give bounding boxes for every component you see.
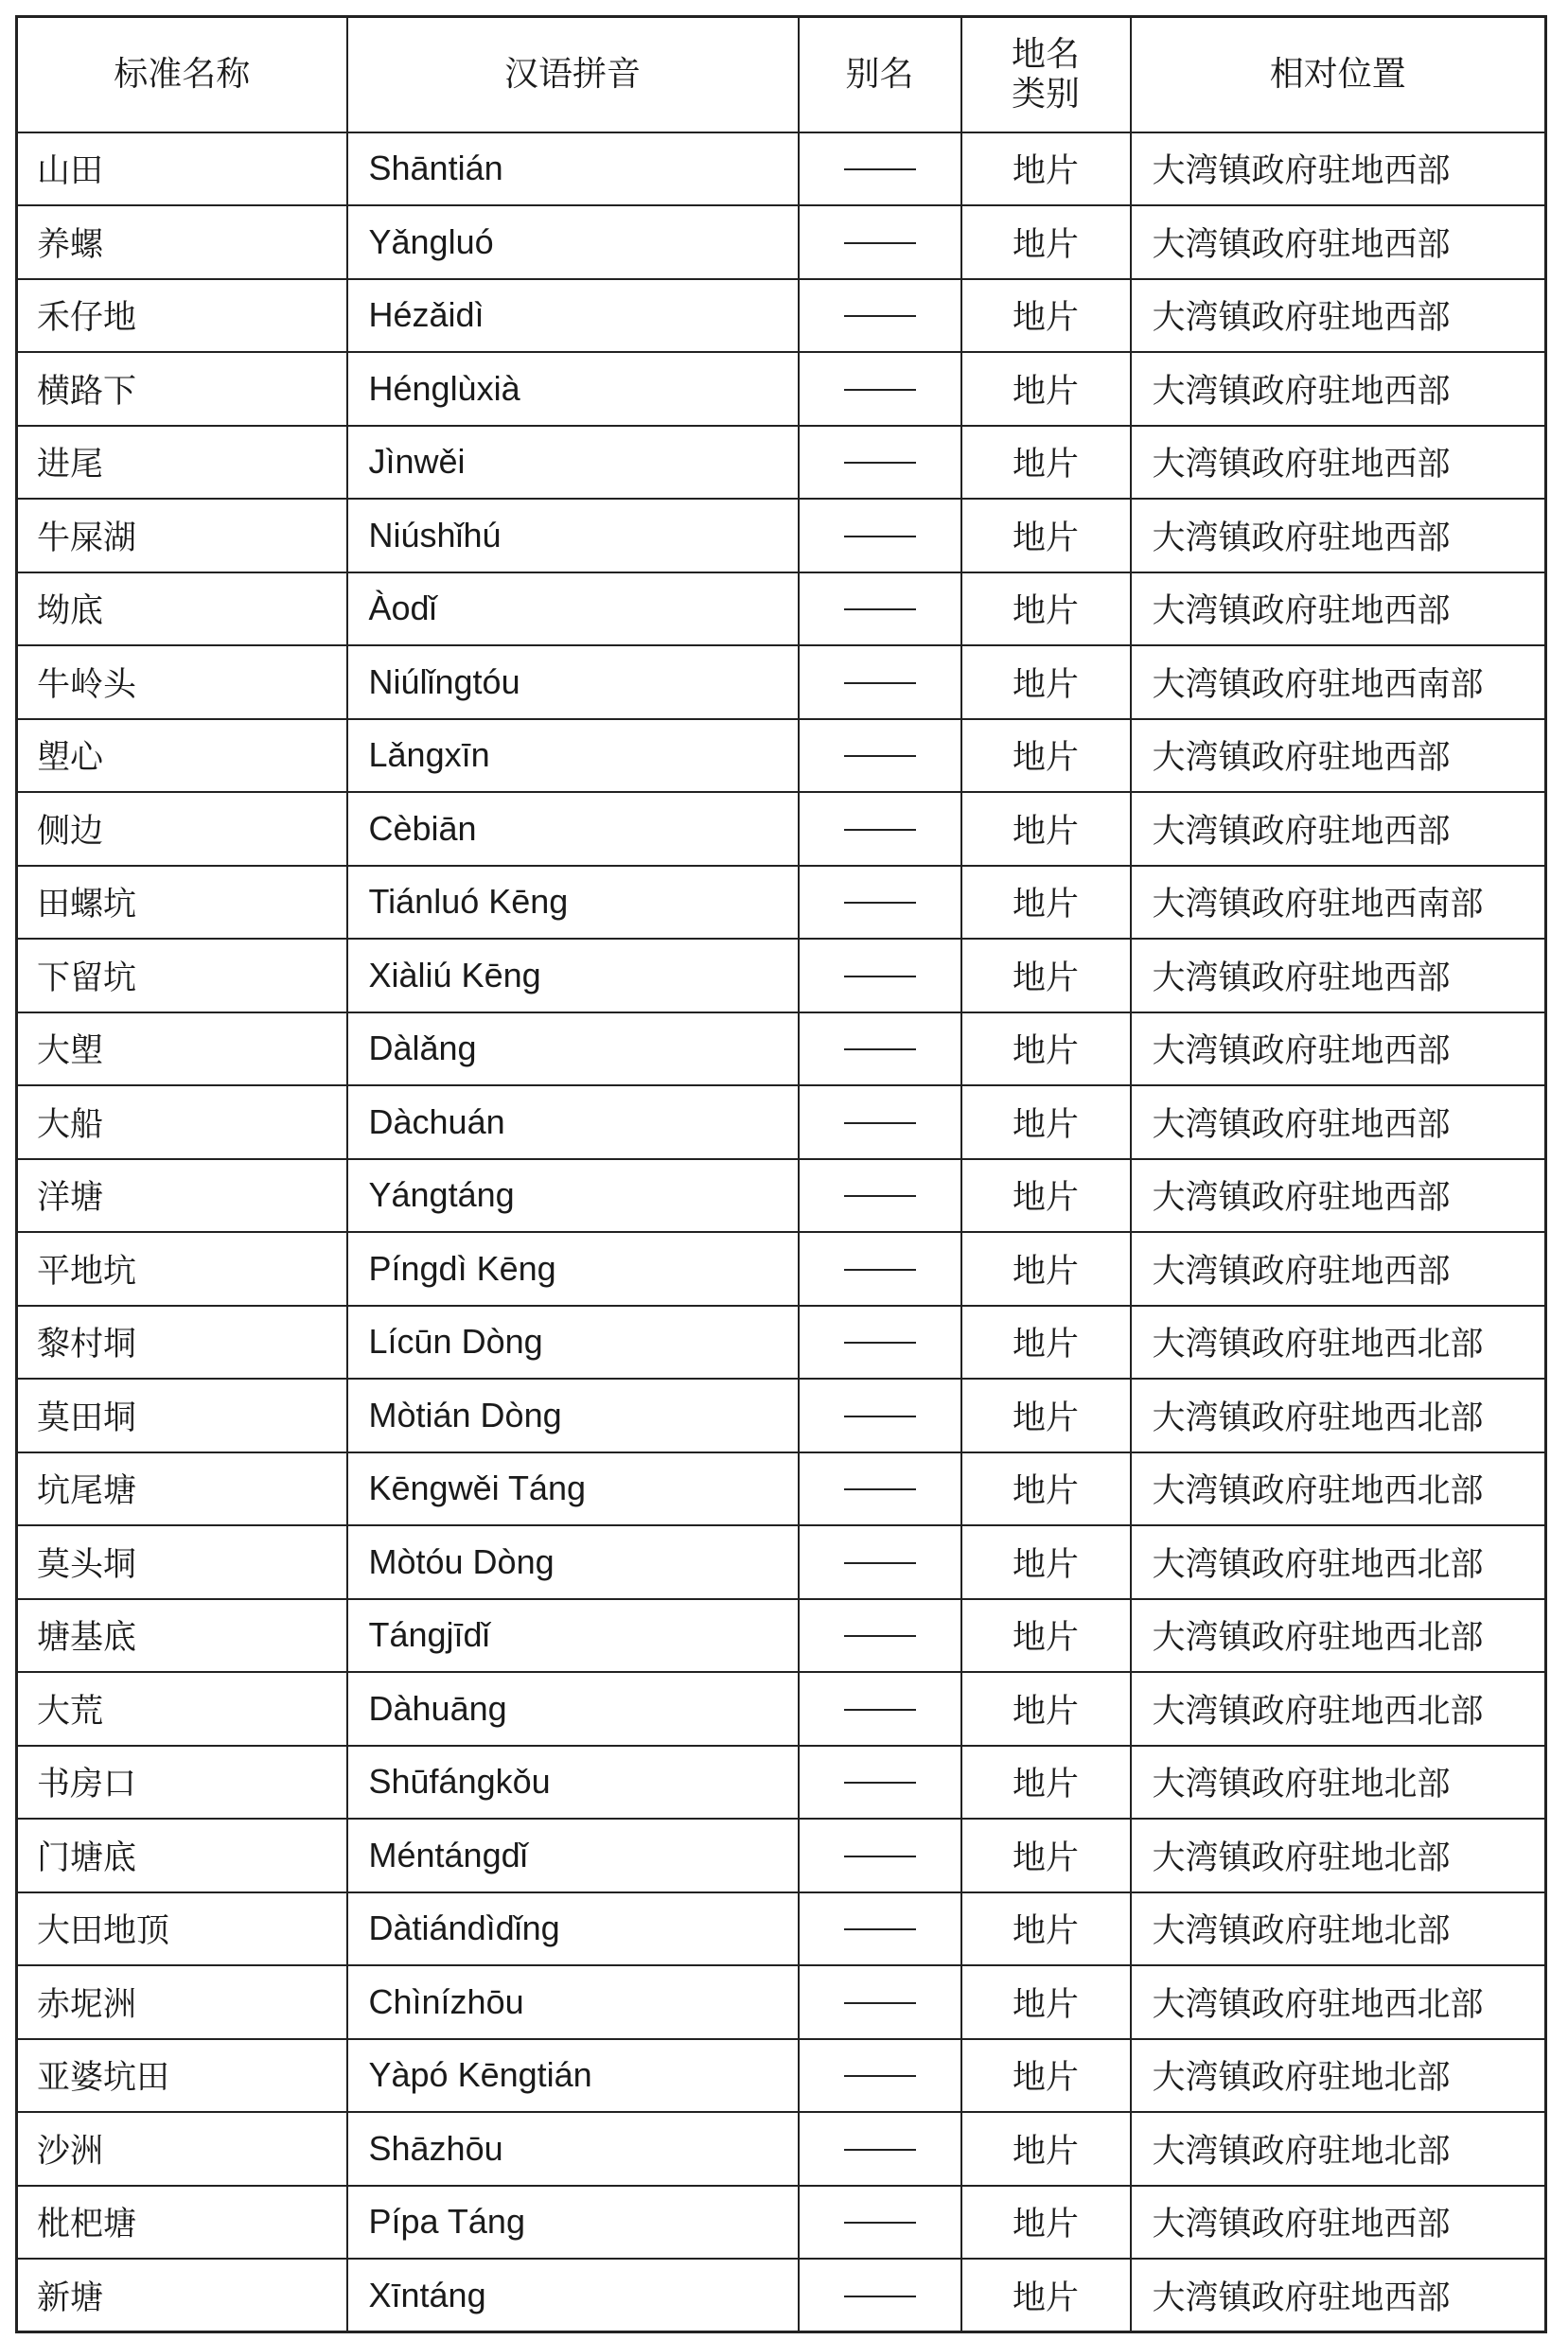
alias-dash xyxy=(844,1928,916,1930)
cell-place-type: 地片 xyxy=(961,1746,1131,1820)
table-row xyxy=(17,205,1546,279)
cell-place-type: 地片 xyxy=(961,205,1131,279)
alias-dash xyxy=(844,2296,916,2297)
cell-standard-name: 牛屎湖 xyxy=(17,499,347,572)
cell-pinyin: Tángjīdǐ xyxy=(347,1599,799,1673)
cell-relative-location: 大湾镇政府驻地西部 xyxy=(1131,499,1546,572)
cell-alias xyxy=(799,1085,961,1159)
alias-dash xyxy=(844,2149,916,2151)
header-place-type-line2: 类别 xyxy=(1011,74,1080,114)
cell-relative-location: 大湾镇政府驻地西部 xyxy=(1131,1159,1546,1233)
cell-relative-location: 大湾镇政府驻地西部 xyxy=(1131,1232,1546,1306)
cell-alias xyxy=(799,1525,961,1599)
cell-pinyin: Dàhuāng xyxy=(347,1672,799,1746)
cell-place-type: 地片 xyxy=(961,1379,1131,1452)
cell-standard-name: 大田地顶 xyxy=(17,1892,347,1966)
cell-standard-name: 坑尾塘 xyxy=(17,1452,347,1526)
cell-pinyin: Shūfángkǒu xyxy=(347,1746,799,1820)
cell-relative-location: 大湾镇政府驻地北部 xyxy=(1131,2112,1546,2186)
table-row xyxy=(17,132,1546,206)
cell-standard-name: 下留坑 xyxy=(17,939,347,1012)
table-row xyxy=(17,1452,1546,1526)
cell-alias xyxy=(799,1379,961,1452)
cell-alias xyxy=(799,2259,961,2332)
place-name-table-container xyxy=(15,15,1544,2333)
header-pinyin: 汉语拼音 xyxy=(347,17,799,132)
cell-relative-location: 大湾镇政府驻地西部 xyxy=(1131,132,1546,206)
cell-pinyin: Mòtóu Dòng xyxy=(347,1525,799,1599)
cell-standard-name: 侧边 xyxy=(17,792,347,866)
table-row xyxy=(17,2039,1546,2113)
cell-alias xyxy=(799,792,961,866)
alias-dash xyxy=(844,1195,916,1197)
cell-alias xyxy=(799,1599,961,1673)
cell-pinyin: Lǎngxīn xyxy=(347,719,799,793)
cell-standard-name: 门塘底 xyxy=(17,1819,347,1892)
cell-place-type: 地片 xyxy=(961,1819,1131,1892)
cell-standard-name: 新塘 xyxy=(17,2259,347,2332)
table-row xyxy=(17,1892,1546,1966)
cell-pinyin: Tiánluó Kēng xyxy=(347,866,799,940)
cell-alias xyxy=(799,866,961,940)
alias-dash xyxy=(844,1342,916,1344)
cell-pinyin: Hénglùxià xyxy=(347,352,799,426)
table-row xyxy=(17,352,1546,426)
cell-place-type: 地片 xyxy=(961,1012,1131,1086)
cell-pinyin: Pípa Táng xyxy=(347,2186,799,2260)
cell-place-type: 地片 xyxy=(961,1965,1131,2039)
alias-dash xyxy=(844,2222,916,2224)
cell-place-type: 地片 xyxy=(961,1892,1131,1966)
cell-place-type: 地片 xyxy=(961,279,1131,353)
cell-relative-location: 大湾镇政府驻地西部 xyxy=(1131,719,1546,793)
cell-pinyin: Kēngwěi Táng xyxy=(347,1452,799,1526)
cell-standard-name: 洋塘 xyxy=(17,1159,347,1233)
cell-place-type: 地片 xyxy=(961,1085,1131,1159)
cell-relative-location: 大湾镇政府驻地西北部 xyxy=(1131,1599,1546,1673)
table-row xyxy=(17,719,1546,793)
cell-alias xyxy=(799,1965,961,2039)
cell-place-type: 地片 xyxy=(961,1159,1131,1233)
header-standard-name: 标准名称 xyxy=(17,17,347,132)
alias-dash xyxy=(844,536,916,537)
cell-relative-location: 大湾镇政府驻地西部 xyxy=(1131,1012,1546,1086)
cell-place-type: 地片 xyxy=(961,1525,1131,1599)
alias-dash xyxy=(844,682,916,684)
cell-standard-name: 莫头垌 xyxy=(17,1525,347,1599)
alias-dash xyxy=(844,1856,916,1857)
cell-standard-name: 田螺坑 xyxy=(17,866,347,940)
alias-dash xyxy=(844,1488,916,1490)
table-row xyxy=(17,499,1546,572)
cell-pinyin: Méntángdǐ xyxy=(347,1819,799,1892)
cell-relative-location: 大湾镇政府驻地北部 xyxy=(1131,1892,1546,1966)
cell-standard-name: 禾仔地 xyxy=(17,279,347,353)
cell-alias xyxy=(799,1232,961,1306)
table-row xyxy=(17,1159,1546,1233)
alias-dash xyxy=(844,242,916,244)
table-row xyxy=(17,1599,1546,1673)
alias-dash xyxy=(844,2075,916,2077)
cell-place-type: 地片 xyxy=(961,792,1131,866)
alias-dash xyxy=(844,1122,916,1124)
cell-place-type: 地片 xyxy=(961,939,1131,1012)
alias-dash xyxy=(844,1562,916,1564)
table-row xyxy=(17,1672,1546,1746)
cell-standard-name: 坳底 xyxy=(17,572,347,646)
cell-standard-name: 塘基底 xyxy=(17,1599,347,1673)
cell-pinyin: Lícūn Dòng xyxy=(347,1306,799,1380)
cell-alias xyxy=(799,352,961,426)
alias-dash xyxy=(844,2002,916,2004)
cell-relative-location: 大湾镇政府驻地北部 xyxy=(1131,1746,1546,1820)
cell-place-type: 地片 xyxy=(961,352,1131,426)
cell-relative-location: 大湾镇政府驻地西部 xyxy=(1131,1085,1546,1159)
cell-alias xyxy=(799,2186,961,2260)
alias-dash xyxy=(844,1048,916,1050)
table-body xyxy=(17,132,1546,2332)
cell-relative-location: 大湾镇政府驻地西部 xyxy=(1131,352,1546,426)
table-row xyxy=(17,1965,1546,2039)
cell-pinyin: Jìnwěi xyxy=(347,426,799,500)
cell-place-type: 地片 xyxy=(961,2039,1131,2113)
cell-standard-name: 书房口 xyxy=(17,1746,347,1820)
cell-alias xyxy=(799,1159,961,1233)
cell-standard-name: 进尾 xyxy=(17,426,347,500)
cell-relative-location: 大湾镇政府驻地北部 xyxy=(1131,1819,1546,1892)
cell-pinyin: Yǎngluó xyxy=(347,205,799,279)
cell-pinyin: Yàpó Kēngtián xyxy=(347,2039,799,2113)
table-header-row xyxy=(17,17,1546,132)
cell-place-type: 地片 xyxy=(961,2112,1131,2186)
cell-standard-name: 亚婆坑田 xyxy=(17,2039,347,2113)
table-row xyxy=(17,1232,1546,1306)
cell-relative-location: 大湾镇政府驻地西北部 xyxy=(1131,1452,1546,1526)
table-row xyxy=(17,1012,1546,1086)
cell-relative-location: 大湾镇政府驻地西部 xyxy=(1131,426,1546,500)
table-row xyxy=(17,1819,1546,1892)
table-row xyxy=(17,572,1546,646)
place-name-table xyxy=(15,15,1547,2333)
cell-alias xyxy=(799,426,961,500)
cell-pinyin: Shāntián xyxy=(347,132,799,206)
cell-place-type: 地片 xyxy=(961,1452,1131,1526)
cell-standard-name: 大塱 xyxy=(17,1012,347,1086)
cell-alias xyxy=(799,719,961,793)
cell-place-type: 地片 xyxy=(961,1306,1131,1380)
alias-dash xyxy=(844,902,916,904)
cell-relative-location: 大湾镇政府驻地西北部 xyxy=(1131,1306,1546,1380)
cell-relative-location: 大湾镇政府驻地西北部 xyxy=(1131,1379,1546,1452)
cell-place-type: 地片 xyxy=(961,1232,1131,1306)
cell-alias xyxy=(799,279,961,353)
alias-dash xyxy=(844,1635,916,1637)
cell-alias xyxy=(799,2039,961,2113)
table-row xyxy=(17,279,1546,353)
cell-alias xyxy=(799,939,961,1012)
cell-relative-location: 大湾镇政府驻地西部 xyxy=(1131,205,1546,279)
cell-place-type: 地片 xyxy=(961,1672,1131,1746)
table-row xyxy=(17,1525,1546,1599)
cell-relative-location: 大湾镇政府驻地西部 xyxy=(1131,572,1546,646)
cell-alias xyxy=(799,645,961,719)
cell-alias xyxy=(799,1452,961,1526)
header-place-type xyxy=(961,17,1131,132)
cell-pinyin: Cèbiān xyxy=(347,792,799,866)
header-place-type-line1: 地名 xyxy=(1011,34,1080,74)
cell-pinyin: Niúlǐngtóu xyxy=(347,645,799,719)
cell-pinyin: Chìnízhōu xyxy=(347,1965,799,2039)
cell-pinyin: Yángtáng xyxy=(347,1159,799,1233)
cell-standard-name: 塱心 xyxy=(17,719,347,793)
cell-standard-name: 大船 xyxy=(17,1085,347,1159)
table-row xyxy=(17,1379,1546,1452)
table-row xyxy=(17,939,1546,1012)
cell-pinyin: Dàlǎng xyxy=(347,1012,799,1086)
cell-place-type: 地片 xyxy=(961,866,1131,940)
cell-pinyin: Dàtiándìdǐng xyxy=(347,1892,799,1966)
alias-dash xyxy=(844,168,916,170)
cell-standard-name: 养螺 xyxy=(17,205,347,279)
cell-standard-name: 山田 xyxy=(17,132,347,206)
cell-standard-name: 牛岭头 xyxy=(17,645,347,719)
cell-place-type: 地片 xyxy=(961,719,1131,793)
cell-standard-name: 大荒 xyxy=(17,1672,347,1746)
table-row xyxy=(17,2186,1546,2260)
alias-dash xyxy=(844,976,916,977)
cell-alias xyxy=(799,572,961,646)
cell-alias xyxy=(799,132,961,206)
alias-dash xyxy=(844,1416,916,1417)
cell-place-type: 地片 xyxy=(961,426,1131,500)
alias-dash xyxy=(844,1269,916,1271)
cell-pinyin: Mòtián Dòng xyxy=(347,1379,799,1452)
cell-place-type: 地片 xyxy=(961,572,1131,646)
table-row xyxy=(17,1746,1546,1820)
cell-relative-location: 大湾镇政府驻地西部 xyxy=(1131,2259,1546,2332)
cell-relative-location: 大湾镇政府驻地西部 xyxy=(1131,2186,1546,2260)
cell-relative-location: 大湾镇政府驻地西南部 xyxy=(1131,866,1546,940)
table-row xyxy=(17,645,1546,719)
cell-relative-location: 大湾镇政府驻地西北部 xyxy=(1131,1525,1546,1599)
cell-alias xyxy=(799,205,961,279)
alias-dash xyxy=(844,389,916,391)
table-row xyxy=(17,1306,1546,1380)
cell-place-type: 地片 xyxy=(961,499,1131,572)
cell-pinyin: Niúshǐhú xyxy=(347,499,799,572)
cell-alias xyxy=(799,1746,961,1820)
cell-standard-name: 平地坑 xyxy=(17,1232,347,1306)
table-row xyxy=(17,792,1546,866)
cell-standard-name: 黎村垌 xyxy=(17,1306,347,1380)
cell-place-type: 地片 xyxy=(961,2186,1131,2260)
alias-dash xyxy=(844,1782,916,1784)
cell-pinyin: Shāzhōu xyxy=(347,2112,799,2186)
cell-relative-location: 大湾镇政府驻地西北部 xyxy=(1131,1672,1546,1746)
alias-dash xyxy=(844,315,916,317)
cell-pinyin: Xiàliú Kēng xyxy=(347,939,799,1012)
table-row xyxy=(17,866,1546,940)
cell-standard-name: 沙洲 xyxy=(17,2112,347,2186)
cell-place-type: 地片 xyxy=(961,1599,1131,1673)
cell-alias xyxy=(799,1672,961,1746)
table-row xyxy=(17,426,1546,500)
header-relative-location: 相对位置 xyxy=(1131,17,1546,132)
header-alias: 别名 xyxy=(799,17,961,132)
table-row xyxy=(17,2259,1546,2332)
cell-relative-location: 大湾镇政府驻地西部 xyxy=(1131,939,1546,1012)
cell-relative-location: 大湾镇政府驻地西部 xyxy=(1131,279,1546,353)
cell-pinyin: Dàchuán xyxy=(347,1085,799,1159)
cell-alias xyxy=(799,1819,961,1892)
cell-alias xyxy=(799,1306,961,1380)
cell-pinyin: Píngdì Kēng xyxy=(347,1232,799,1306)
alias-dash xyxy=(844,829,916,831)
cell-place-type: 地片 xyxy=(961,132,1131,206)
cell-pinyin: Xīntáng xyxy=(347,2259,799,2332)
cell-relative-location: 大湾镇政府驻地西北部 xyxy=(1131,1965,1546,2039)
alias-dash xyxy=(844,1709,916,1711)
cell-pinyin: Àodǐ xyxy=(347,572,799,646)
alias-dash xyxy=(844,462,916,464)
cell-standard-name: 横路下 xyxy=(17,352,347,426)
table-row xyxy=(17,2112,1546,2186)
table-row xyxy=(17,1085,1546,1159)
alias-dash xyxy=(844,755,916,757)
cell-alias xyxy=(799,499,961,572)
cell-place-type: 地片 xyxy=(961,2259,1131,2332)
cell-relative-location: 大湾镇政府驻地北部 xyxy=(1131,2039,1546,2113)
cell-pinyin: Hézǎidì xyxy=(347,279,799,353)
alias-dash xyxy=(844,608,916,610)
cell-standard-name: 赤坭洲 xyxy=(17,1965,347,2039)
cell-place-type: 地片 xyxy=(961,645,1131,719)
cell-standard-name: 枇杷塘 xyxy=(17,2186,347,2260)
cell-alias xyxy=(799,2112,961,2186)
cell-alias xyxy=(799,1012,961,1086)
cell-standard-name: 莫田垌 xyxy=(17,1379,347,1452)
cell-relative-location: 大湾镇政府驻地西部 xyxy=(1131,792,1546,866)
cell-relative-location: 大湾镇政府驻地西南部 xyxy=(1131,645,1546,719)
cell-alias xyxy=(799,1892,961,1966)
